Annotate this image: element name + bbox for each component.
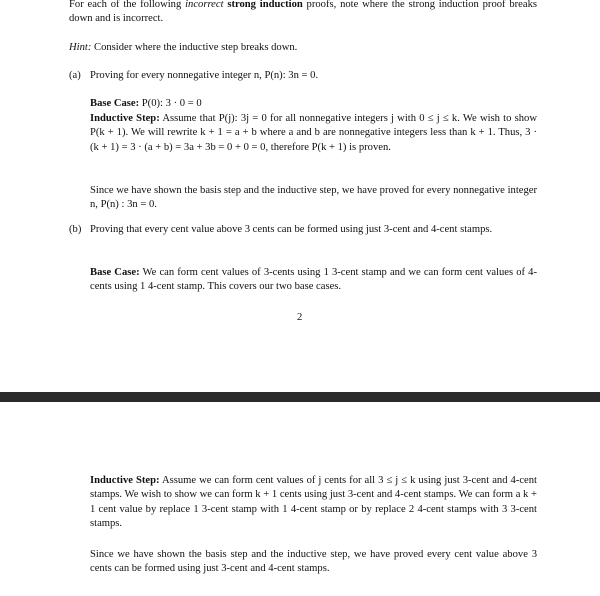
page-number: 2: [297, 312, 303, 323]
hint-text: Consider where the inductive step breaks down.: [91, 42, 298, 53]
base-case-text: P(0): 3 · 0 = 0: [139, 98, 202, 109]
base-case-text: We can form cent values of 3-cents using 1 3-cent stamp and we can form cent values of 4-cents using 1 4-cent stamp. This covers our two base cases.: [90, 267, 537, 293]
hint-label: Hint:: [69, 42, 92, 53]
part-b-statement: Proving that every cent value above 3 cents can be formed using just 3-cent and 4-cent stamps.: [90, 224, 493, 235]
part-a-statement: Proving for every nonnegative integer n, P(n): 3n = 0.: [90, 70, 319, 81]
hint-paragraph: [69, 41, 537, 55]
intro-paragraph: [69, 0, 537, 27]
part-a-marker: (a): [69, 70, 81, 81]
intro-bold: strong induction: [227, 0, 303, 10]
page-divider: [0, 392, 600, 402]
base-case-label: Base Case:: [90, 267, 140, 278]
base-case-label: Base Case:: [90, 98, 140, 109]
part-a-conclusion: Since we have shown the basis step and the inductive step, we have proved for every nonnegative integer n, P(n) : 3n = 0.: [90, 185, 537, 211]
part-b-marker: (b): [69, 224, 82, 235]
part-b-base-case: [90, 266, 537, 295]
part-a-base-case: [90, 97, 537, 111]
intro-italic: incorrect: [185, 0, 224, 10]
intro-text-3: proofs, note where the strong induction proof breaks down and is incorrect.: [69, 0, 538, 25]
part-a-inductive-step: [90, 112, 537, 155]
part-b-inductive-step: [90, 474, 537, 532]
intro-text-1: For each of the following: [69, 0, 186, 10]
inductive-step-label: Inductive Step:: [90, 113, 160, 124]
inductive-step-text: Assume that P(j): 3j = 0 for all nonnegative integers j with 0 ≤ j ≤ k. We wish to show P(k + 1). We will rewrite k + 1 = a + b where a and b are nonnegative integers less than k + 1. Thus, 3 · (k + 1) = 3 · (a + b) = 3a + 3b = 0 + 0 = 0, therefore P(k + 1) is proven.: [90, 113, 537, 153]
part-b-conclusion: Since we have shown the basis step and the inductive step, we have proved every cent value above 3 cents can be formed using just 3-cent and 4-cent stamps.: [90, 549, 537, 575]
inductive-step-text: Assume we can form cent values of j cents for all 3 ≤ j ≤ k using just 3-cent and 4-cent stamps. We wish to show we can form k + 1 cents using just 3-cent and 4-cent stamps. We can form a k + 1 cent value by replace 1 3-cent stamp with 1 4-cent stamp or by replace 2 4-cent stamps with 3 3-cent stamps.: [90, 475, 537, 530]
inductive-step-label: Inductive Step:: [90, 475, 160, 486]
